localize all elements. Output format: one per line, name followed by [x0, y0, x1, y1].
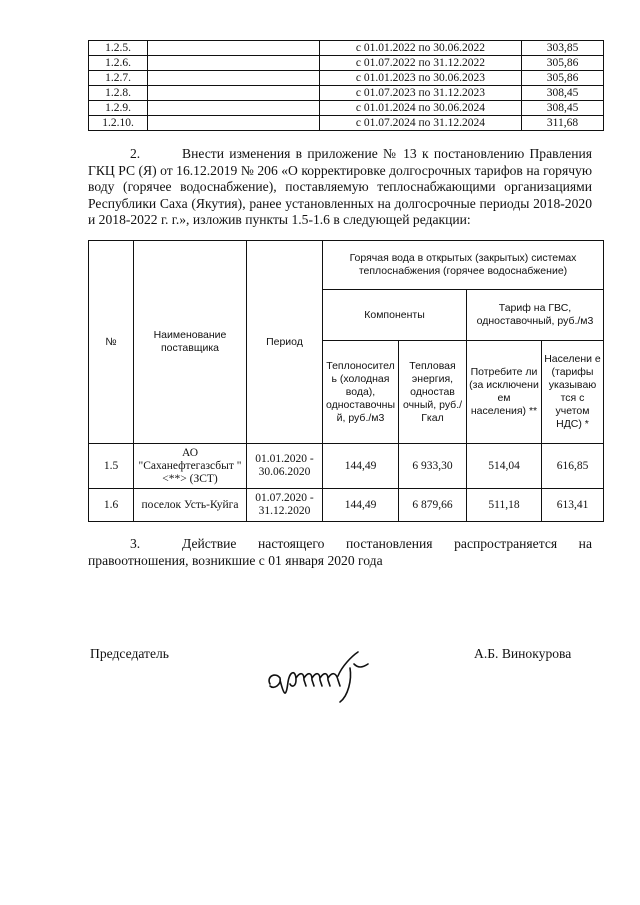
row-carrier: 144,49 — [323, 444, 399, 489]
signatory-name: А.Б. Винокурова — [474, 646, 572, 661]
row-period: с 01.07.2024 по 31.12.2024 — [320, 116, 522, 131]
row-heat-energy: 6 933,30 — [399, 444, 467, 489]
table-row — [89, 41, 604, 56]
row-name — [148, 116, 320, 131]
table-row — [89, 489, 604, 522]
header-tariff: Тариф на ГВС, одноставочный, руб./м3 — [467, 290, 604, 341]
row-value: 303,85 — [522, 41, 604, 56]
row-num: 1.2.7. — [89, 71, 148, 86]
signatory-role: Председатель — [90, 646, 169, 661]
row-value: 308,45 — [522, 86, 604, 101]
header-hot-water-group: Горячая вода в открытых (закрытых) системах теплоснабжения (горячее водоснабжение) — [323, 241, 604, 290]
paragraph-2 — [88, 146, 592, 229]
tariff-continuation-table — [88, 40, 604, 131]
paragraph-2-number: 2. — [130, 146, 141, 161]
header-population: Населени е (тарифы указывaю тся с учетом НДС) * — [542, 341, 604, 444]
table-row — [89, 71, 604, 86]
row-num: 1.5 — [89, 444, 134, 489]
row-supplier: поселок Усть-Куйга — [134, 489, 247, 522]
header-heat-energy: Тепловая энергия, одностав очный, руб./Гкал — [399, 341, 467, 444]
table-row — [89, 116, 604, 131]
header-carrier: Теплоносител ь (холодная вода), одноставочны й, руб./м3 — [323, 341, 399, 444]
header-num: № — [89, 241, 134, 444]
table-row — [89, 86, 604, 101]
row-heat-energy: 6 879,66 — [399, 489, 467, 522]
row-num: 1.2.9. — [89, 101, 148, 116]
header-consumers: Потребите ли (за исключени ем населения) ** — [467, 341, 542, 444]
row-num: 1.2.5. — [89, 41, 148, 56]
row-period: 01.01.2020 - 30.06.2020 — [247, 444, 323, 489]
row-num: 1.6 — [89, 489, 134, 522]
row-period: с 01.07.2023 по 31.12.2023 — [320, 86, 522, 101]
row-value: 305,86 — [522, 56, 604, 71]
hot-water-tariff-table — [88, 240, 604, 522]
row-supplier: АО "Саханефтегазсбыт " <**> (ЗСТ) — [134, 444, 247, 489]
row-name — [148, 71, 320, 86]
table-row — [89, 444, 604, 489]
row-value: 308,45 — [522, 101, 604, 116]
row-population: 613,41 — [542, 489, 604, 522]
paragraph-2-text: Внести изменения в приложение № 13 к постановлению Правления ГКЦ РС (Я) от 16.12.2019 № 206 «О корректировке долгосрочных тарифов на горячую воду (горячее водоснабжение), поставляемую теплоснабжающими организациями Республики Саха (Якутия), ранее установленных на долгосрочные периоды 2018-2020 и 2018-2022 г. г.», изложив пункты 1.5-1.6 в следующей редакции: — [88, 146, 592, 228]
row-consumers: 514,04 — [467, 444, 542, 489]
row-consumers: 511,18 — [467, 489, 542, 522]
row-carrier: 144,49 — [323, 489, 399, 522]
paragraph-3-text: Действие настоящего постановления распространяется на правоотношения, возникшие с 01 января 2020 года — [88, 536, 592, 568]
row-num: 1.2.8. — [89, 86, 148, 101]
paragraph-3 — [88, 536, 592, 569]
row-num: 1.2.6. — [89, 56, 148, 71]
row-name — [148, 41, 320, 56]
row-num: 1.2.10. — [89, 116, 148, 131]
handwritten-signature — [262, 646, 382, 708]
paragraph-3-number: 3. — [130, 536, 141, 551]
row-value: 311,68 — [522, 116, 604, 131]
table-row — [89, 101, 604, 116]
header-components: Компоненты — [323, 290, 467, 341]
row-period: с 01.01.2024 по 30.06.2024 — [320, 101, 522, 116]
row-name — [148, 101, 320, 116]
row-population: 616,85 — [542, 444, 604, 489]
row-period: с 01.07.2022 по 31.12.2022 — [320, 56, 522, 71]
row-period: 01.07.2020 - 31.12.2020 — [247, 489, 323, 522]
header-supplier: Наименование поставщика — [134, 241, 247, 444]
row-period: с 01.01.2022 по 30.06.2022 — [320, 41, 522, 56]
row-value: 305,86 — [522, 71, 604, 86]
row-name — [148, 56, 320, 71]
table-row — [89, 56, 604, 71]
header-period: Период — [247, 241, 323, 444]
row-period: с 01.01.2023 по 30.06.2023 — [320, 71, 522, 86]
row-name — [148, 86, 320, 101]
